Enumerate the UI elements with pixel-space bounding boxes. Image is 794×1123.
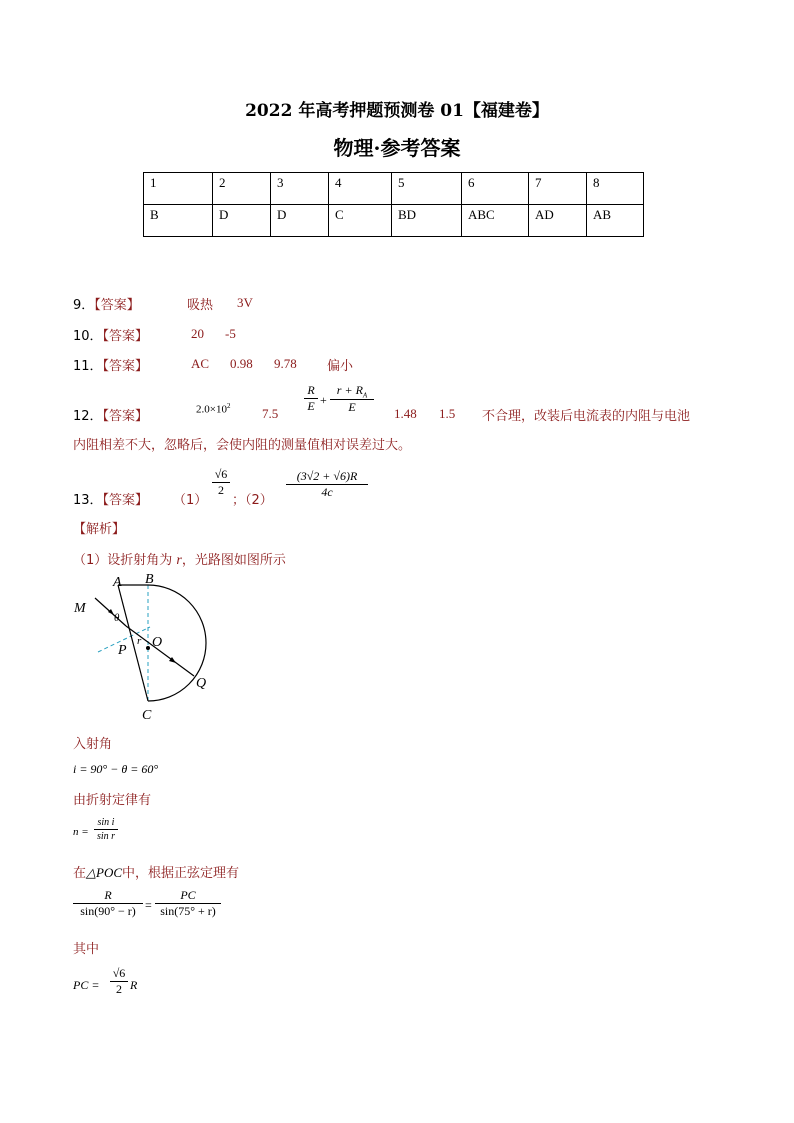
equation-lhs: PC =: [73, 978, 100, 992]
answer-value: 1.5: [439, 406, 456, 421]
scientific-value: 2.0×10: [196, 403, 227, 416]
answer-value: 20: [191, 326, 204, 341]
table-cell: D: [271, 205, 329, 237]
answer-label: 【答案】: [102, 409, 149, 424]
analysis-intro: [73, 549, 286, 569]
fraction-denominator: 4c: [286, 484, 368, 500]
text-part: 在: [73, 866, 87, 881]
fraction-result-2: [286, 469, 368, 500]
label-theta: θ: [114, 612, 120, 624]
question-number: 10．: [73, 329, 103, 344]
table-cell: 4: [329, 173, 392, 205]
table-cell: D: [213, 205, 271, 237]
label-p: P: [118, 643, 127, 658]
fraction-r-plus-ra-over-e: [330, 383, 374, 415]
question-number: 11．: [73, 359, 103, 374]
table-cell: 2: [213, 173, 271, 205]
fraction-sine-law-right: [155, 888, 221, 919]
fraction-denominator: 2: [212, 482, 230, 498]
intro-text: （1）设折射角为: [73, 553, 173, 568]
table-cell: 5: [392, 173, 462, 205]
table-cell: 1: [144, 173, 213, 205]
fraction-numerator: R: [307, 383, 315, 397]
question-number: 13．: [73, 493, 103, 508]
fraction-denominator: E: [304, 398, 318, 414]
table-cell: AB: [587, 205, 644, 237]
label-q: Q: [196, 676, 207, 691]
analysis-label: 【解析】: [73, 522, 126, 537]
answer-value: 1.48: [394, 406, 417, 421]
label-r: r: [137, 635, 142, 647]
analysis-text: 入射角: [73, 737, 113, 752]
answer-value: 9.78: [274, 356, 297, 371]
equation-rhs: R: [130, 978, 138, 992]
answer-value: AC: [191, 356, 210, 371]
label-m: M: [74, 601, 86, 616]
fraction-numerator: sin i: [97, 817, 115, 828]
fraction-denominator: sin r: [94, 829, 118, 843]
analysis-text: 其中: [73, 942, 100, 957]
answer-comment: 不合理，改装后电流表的内阻与电池: [482, 409, 691, 424]
answer-value: -5: [225, 326, 236, 341]
numerator-text: r + R: [336, 383, 363, 397]
part-label: ；（2）: [232, 493, 273, 508]
question-number: 9．: [73, 298, 95, 313]
answer-value: 偏小: [327, 359, 354, 374]
table-cell: ABC: [462, 205, 529, 237]
answer-value: [196, 402, 230, 416]
answer-line-9: [73, 294, 140, 313]
answer-line-10: [73, 325, 148, 344]
table-row-numbers: [144, 173, 644, 205]
answer-line-12: [73, 405, 148, 424]
equals-sign: =: [145, 898, 152, 912]
variable-r: r: [176, 553, 182, 568]
document-subtitle: 物理·参考答案: [333, 136, 461, 160]
plus-sign: +: [320, 393, 327, 407]
fraction-root6-over-2: [110, 966, 128, 997]
triangle-poc: △POC: [86, 865, 123, 880]
exponent: 2: [226, 402, 231, 410]
fraction-r-over-e: [304, 383, 318, 414]
part-label: （1）: [173, 493, 208, 508]
answer-value: 3V: [237, 295, 253, 310]
fraction-numerator: (3√2 + √6)R: [296, 469, 358, 483]
fraction-numerator: √6: [112, 966, 126, 980]
analysis-text: [73, 862, 239, 881]
answer-line-13: [73, 489, 148, 508]
answer-label: 【答案】: [102, 493, 149, 508]
label-a: A: [113, 575, 122, 590]
fraction-denominator: sin(75° + r): [155, 903, 221, 919]
fraction-denominator: 2: [110, 981, 128, 997]
fraction-denominator: E: [330, 399, 374, 415]
table-cell: 8: [587, 173, 644, 205]
intro-text: ，光路图如图所示: [181, 553, 286, 568]
answer-line-11: [73, 355, 148, 374]
answer-value: 0.98: [230, 356, 253, 371]
fraction-sin-i-over-sin-r: [94, 816, 118, 843]
fraction-numerator: √6: [214, 467, 228, 481]
answer-value: 吸热: [187, 298, 214, 313]
table-cell: 3: [271, 173, 329, 205]
fraction-numerator: PC: [180, 888, 196, 902]
fraction-root6-over-2: [212, 467, 230, 498]
table-cell: BD: [392, 205, 462, 237]
label-o: O: [152, 635, 163, 650]
subscript: A: [362, 391, 368, 400]
table-cell: 7: [529, 173, 587, 205]
table-cell: AD: [529, 205, 587, 237]
question-number: 12．: [73, 409, 103, 424]
table-cell: C: [329, 205, 392, 237]
table-cell: B: [144, 205, 213, 237]
fraction-denominator: sin(90° − r): [73, 903, 143, 919]
label-b: B: [145, 572, 154, 587]
text-part: 中，根据正弦定理有: [122, 866, 240, 881]
optical-path-diagram: [70, 572, 220, 724]
fraction-numerator: [330, 383, 374, 399]
answer-table: [143, 172, 644, 237]
answer-label: 【答案】: [94, 298, 140, 313]
fraction-numerator: R: [104, 888, 112, 902]
refracted-ray: [126, 626, 194, 676]
answer-label: 【答案】: [102, 359, 149, 374]
document-title: 2022 年高考押题预测卷 01【福建卷】: [245, 101, 549, 121]
answer-comment: 内阻相差不大，忽略后，会使内阻的测量值相对误差过大。: [73, 438, 412, 453]
center-point-o: [146, 646, 150, 650]
label-c: C: [142, 708, 152, 723]
table-row-answers: [144, 205, 644, 237]
table-cell: 6: [462, 173, 529, 205]
equation-incident-angle: i = 90° − θ = 60°: [73, 762, 159, 776]
answer-value: 7.5: [262, 406, 279, 421]
equation-lhs: n =: [73, 826, 89, 838]
analysis-text: 由折射定律有: [73, 793, 152, 808]
answer-label: 【答案】: [102, 329, 149, 344]
fraction-sine-law-left: [73, 888, 143, 919]
